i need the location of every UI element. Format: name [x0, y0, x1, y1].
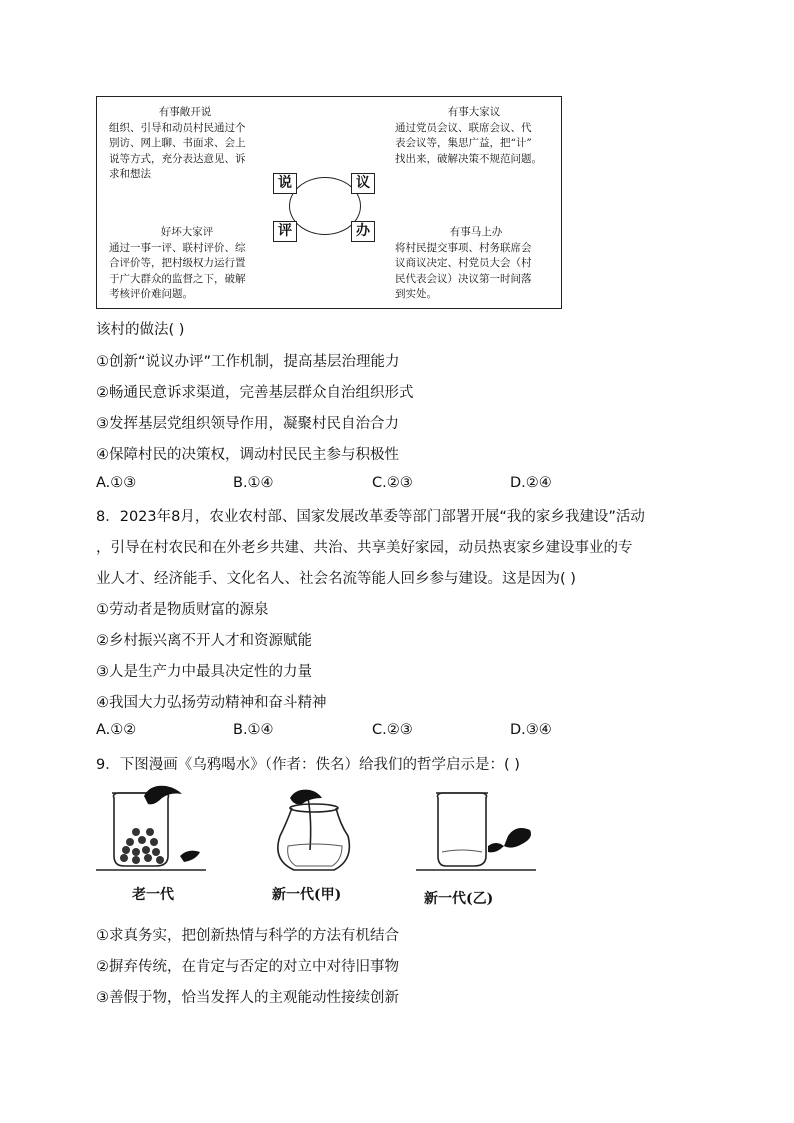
q8-option-1: ①劳动者是物质财富的源泉 [96, 602, 269, 618]
cell-title: 好坏大家评 [160, 226, 214, 238]
q7-option-3: ③发挥基层党组织领导作用，凝聚村民自治合力 [96, 416, 399, 432]
cycle-graphic [269, 169, 381, 243]
cycle-node-yi: 议 [351, 173, 375, 194]
q7-option-1: ①创新“说议办评”工作机制，提高基层治理能力 [96, 354, 400, 370]
diagram-cell-handle [395, 225, 557, 303]
q8-option-4: ④我国大力弘扬劳动精神和奋斗精神 [96, 695, 327, 711]
cell-title: 有事敞开说 [158, 106, 212, 118]
q8-stem-line-1: 8．2023年8月，农业农村部、国家发展改革委等部门部署开展“我的家乡我建设”活动 [96, 509, 645, 525]
caption-new-generation-b: 新一代(乙) [424, 891, 494, 907]
q8-option-3: ③人是生产力中最具决定性的力量 [96, 664, 312, 680]
q8-choice-d[interactable]: D.③④ [510, 722, 552, 738]
cycle-node-ban: 办 [351, 221, 375, 242]
cell-text: 将村民提交事项、村务联席会 议商议决定、村党员大会（村 民代表会议）决议第一时间落 到实处。 [395, 241, 532, 300]
q7-stem: 该村的做法( ) [96, 322, 185, 338]
cell-text: 通过一事一评、联村评价、综 合评价等，把村级权力运行置 于广大群众的监督之下，破解 考核评价难问题。 [109, 241, 246, 300]
q7-choice-c[interactable]: C.②③ [372, 475, 413, 491]
q8-stem-line-3: 业人才、经济能手、文化名人、社会名流等能人回乡参与建设。这是因为( ) [96, 571, 576, 587]
cycle-node-shuo: 说 [273, 173, 297, 194]
cycle-node-ping: 评 [273, 221, 297, 242]
caption-old-generation: 老一代 [132, 887, 174, 903]
q8-choice-a[interactable]: A.①② [96, 722, 137, 738]
q7-option-2: ②畅通民意诉求渠道，完善基层群众自治组织形式 [96, 385, 414, 401]
crow-drinking-cartoon [96, 780, 546, 915]
cell-text: 组织、引导和动员村民通过个 别访、网上聊、书面求、会上 说等方式，充分表达意见、诉 求和想法 [109, 121, 246, 180]
cell-text: 通过党员会议、联席会议、代 表会议等，集思广益，把“计” 找出来，破解决策不规范问题。 [395, 121, 542, 165]
q9-stem: 9．下图漫画《乌鸦喝水》（作者：佚名）给我们的哲学启示是：( ) [96, 757, 520, 773]
q8-option-2: ②乡村振兴离不开人才和资源赋能 [96, 633, 312, 649]
q7-option-4: ④保障村民的决策权，调动村民民主参与积极性 [96, 447, 399, 463]
mechanism-diagram [96, 96, 562, 309]
q8-choice-b[interactable]: B.①④ [233, 722, 274, 738]
q9-option-2: ②摒弃传统，在肯定与否定的对立中对待旧事物 [96, 959, 399, 975]
q8-choice-c[interactable]: C.②③ [372, 722, 413, 738]
cell-title: 有事马上办 [449, 226, 503, 238]
caption-new-generation-a: 新一代(甲) [272, 887, 342, 903]
diagram-cell-discuss [395, 105, 553, 167]
q7-choice-a[interactable]: A.①③ [96, 475, 137, 491]
q9-option-1: ①求真务实，把创新热情与科学的方法有机结合 [96, 928, 399, 944]
diagram-cell-speak [109, 105, 261, 183]
cell-title: 有事大家议 [447, 106, 501, 118]
q7-choice-b[interactable]: B.①④ [233, 475, 274, 491]
q7-choice-d[interactable]: D.②④ [510, 475, 552, 491]
diagram-cell-evaluate [109, 225, 265, 303]
q8-stem-line-2: ，引导在村农民和在外老乡共建、共治、共享美好家园，动员热衷家乡建设事业的专 [96, 540, 633, 556]
q9-option-3: ③善假于物，恰当发挥人的主观能动性接续创新 [96, 990, 399, 1006]
